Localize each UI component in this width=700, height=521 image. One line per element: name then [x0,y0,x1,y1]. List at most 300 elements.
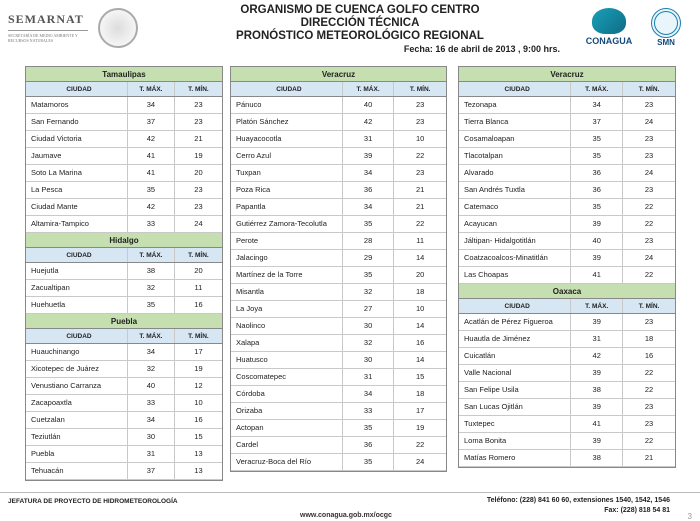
conagua-logo-text: CONAGUA [585,36,633,46]
table-row [459,131,675,148]
table-row [231,352,446,369]
header-city: CIUDAD [459,82,571,96]
table-row [26,412,222,429]
table-header [26,248,222,263]
tmax-value: 31 [571,331,623,347]
table-row [231,335,446,352]
table-row [26,280,222,297]
table-row [231,199,446,216]
city-name: Huauchinango [26,344,128,360]
tmin-value: 22 [644,270,654,279]
table-row [459,199,675,216]
tmin-value: 23 [194,100,203,109]
department-title: DIRECCIÓN TÉCNICA [300,17,420,29]
tmin-value: 17 [416,406,425,415]
table-row [459,182,675,199]
tmax-value: 42 [343,114,395,130]
table-row [459,216,675,233]
state-title: Hidalgo [26,233,222,248]
city-name: Cuetzalan [26,412,128,428]
table-row [26,344,222,361]
tmin-value: 19 [194,151,203,160]
table-header [231,82,446,97]
tmin-value: 10 [416,134,425,143]
city-name: Papantla [231,199,343,215]
tmax-value: 31 [343,131,395,147]
tmax-value: 34 [128,97,175,113]
table-row [26,182,222,199]
tmin-value: 16 [416,338,425,347]
tmin-value: 22 [644,219,654,228]
city-name: Córdoba [231,386,343,402]
tmin-value: 23 [644,185,654,194]
city-name: Matías Romero [459,450,571,466]
state-table-veracruz-south [459,67,675,284]
city-name: Tehuacán [26,463,128,479]
footer-contact [487,496,670,516]
tmin-value: 24 [644,168,654,177]
header-tmax: T. MÁX. [343,82,395,96]
city-name: Orizaba [231,403,343,419]
city-name: Huayacocotla [231,131,343,147]
semarnat-logo-subtext: SECRETARÍA DE MEDIO AMBIENTE Y RECURSOS NATURALES [8,30,88,43]
state-title: Tamaulipas [26,67,222,82]
tmin-value: 18 [644,334,654,343]
city-name: Huehuetla [26,297,128,313]
tmax-value: 40 [343,97,395,113]
tmin-value: 20 [416,270,425,279]
smn-logo [644,8,688,52]
tmax-value: 30 [343,352,395,368]
state-table-puebla [26,314,222,480]
tmin-value: 19 [194,364,203,373]
table-row [459,314,675,331]
tmax-value: 36 [343,182,395,198]
city-name: Tierra Blanca [459,114,571,130]
tmin-value: 20 [194,266,203,275]
conagua-logo [580,8,638,52]
city-name: Ciudad Mante [26,199,128,215]
tmax-value: 37 [128,114,175,130]
tmin-value: 10 [194,398,203,407]
header-city: CIUDAD [459,299,571,313]
table-row [231,233,446,250]
city-name: Actopan [231,420,343,436]
header-city: CIUDAD [26,82,128,96]
table-row [26,463,222,480]
tmin-value: 23 [644,402,654,411]
table-row [26,446,222,463]
table-row [459,114,675,131]
city-name: Jaumave [26,148,128,164]
tmin-value: 21 [644,453,654,462]
state-table-veracruz-north [231,67,446,471]
table-row [231,267,446,284]
tmax-value: 41 [571,267,623,283]
tmax-value: 29 [343,250,395,266]
table-row [26,429,222,446]
tmax-value: 30 [128,429,175,445]
tmin-value: 22 [644,202,654,211]
tmin-value: 22 [416,219,425,228]
city-name: Cuicatlán [459,348,571,364]
tmax-value: 38 [128,263,175,279]
table-header [26,329,222,344]
city-name: Acatlán de Pérez Figueroa [459,314,571,330]
tmax-value: 39 [571,250,623,266]
footer-department: JEFATURA DE PROYECTO DE HIDROMETEOROLOGÍA [8,498,178,505]
city-name: Valle Nacional [459,365,571,381]
table-row [26,395,222,412]
tmax-value: 39 [571,314,623,330]
tmin-value: 16 [194,415,203,424]
tmin-value: 22 [416,440,425,449]
report-title [150,4,570,56]
forecast-date: Fecha: 16 de abril de 2013 , 9:00 hrs. [403,44,560,54]
state-table-hidalgo [26,233,222,314]
table-row [459,450,675,467]
table-row [231,114,446,131]
city-name: Tuxtepec [459,416,571,432]
table-header [459,299,675,314]
tmin-value: 23 [644,236,654,245]
city-name: Naolinco [231,318,343,334]
city-name: Xicotepec de Juárez [26,361,128,377]
tmin-value: 24 [644,253,654,262]
header-tmin: T. MÍN. [188,252,209,259]
tmin-value: 24 [644,117,654,126]
table-header [26,82,222,97]
tmax-value: 34 [343,199,395,215]
tmax-value: 39 [571,365,623,381]
city-name: Tezonapa [459,97,571,113]
table-row [26,216,222,233]
city-name: Ciudad Victoria [26,131,128,147]
table-row [231,403,446,420]
organization-title: ORGANISMO DE CUENCA GOLFO CENTRO [240,4,480,16]
city-name: Cerro Azul [231,148,343,164]
city-name: Jáltipan- Hidalgotitlán [459,233,571,249]
tmax-value: 33 [128,395,175,411]
tmin-value: 14 [416,321,425,330]
header-tmax: T. MÁX. [571,299,623,313]
header-tmin: T. MÍN. [638,86,660,93]
tmax-value: 42 [128,131,175,147]
tmin-value: 22 [644,368,654,377]
tmin-value: 22 [644,436,654,445]
city-name: Gutiérrez Zamora-Tecolutla [231,216,343,232]
tmax-value: 39 [571,433,623,449]
header-tmin: T. MÍN. [638,303,660,310]
table-row [231,386,446,403]
tmax-value: 34 [571,97,623,113]
tmax-value: 33 [128,216,175,232]
city-name: La Pesca [26,182,128,198]
tmax-value: 42 [128,199,175,215]
tmax-value: 41 [128,165,175,181]
table-row [231,318,446,335]
city-name: Jalacingo [231,250,343,266]
tmax-value: 41 [128,148,175,164]
city-name: Tlacotalpan [459,148,571,164]
tmin-value: 23 [644,100,654,109]
tmax-value: 35 [571,131,623,147]
table-row [26,378,222,395]
city-name: Huatusco [231,352,343,368]
tmin-value: 16 [644,351,654,360]
tmin-value: 23 [416,100,425,109]
table-row [459,97,675,114]
tmin-value: 18 [416,389,425,398]
tmax-value: 38 [571,450,623,466]
tmax-value: 33 [343,403,395,419]
tmax-value: 35 [128,182,175,198]
tmax-value: 34 [343,165,395,181]
table-row [231,437,446,454]
city-name: Martínez de la Torre [231,267,343,283]
table-row [231,182,446,199]
city-name: Teziutlán [26,429,128,445]
tmin-value: 22 [416,151,425,160]
header-tmax: T. MÁX. [128,82,175,96]
table-row [26,199,222,216]
city-name: Huautla de Jiménez [459,331,571,347]
tmin-value: 17 [194,347,203,356]
city-name: San Lucas Ojitlán [459,399,571,415]
city-name: Puebla [26,446,128,462]
city-name: La Joya [231,301,343,317]
city-name: Misantla [231,284,343,300]
tmin-value: 21 [416,185,425,194]
tmax-value: 41 [571,416,623,432]
header-tmax: T. MÁX. [571,82,623,96]
tmax-value: 34 [128,412,175,428]
footer-phone: Teléfono: (228) 841 60 60, extensiones 1540, 1542, 1546 [486,497,670,504]
city-name: Matamoros [26,97,128,113]
city-name: Huejutla [26,263,128,279]
table-row [459,250,675,267]
state-title: Oaxaca [459,284,675,299]
table-row [231,284,446,301]
tmin-value: 23 [194,117,203,126]
tmin-value: 20 [194,168,203,177]
header-tmin: T. MÍN. [409,86,431,93]
tmax-value: 32 [343,284,395,300]
tmax-value: 40 [571,233,623,249]
state-title: Veracruz [459,67,675,82]
city-name: Coatzacoalcos-Minatitlán [459,250,571,266]
tmin-value: 10 [416,304,425,313]
city-name: San Felipe Usila [459,382,571,398]
table-row [26,97,222,114]
table-row [459,331,675,348]
table-row [459,365,675,382]
tmax-value: 39 [571,399,623,415]
tmin-value: 18 [416,287,425,296]
page-footer [0,492,700,521]
city-name: Acayucan [459,216,571,232]
tmax-value: 37 [128,463,175,479]
tmin-value: 24 [416,457,425,466]
table-row [26,131,222,148]
tmin-value: 23 [416,168,425,177]
tmin-value: 13 [194,466,203,475]
city-name: Veracruz-Boca del Río [231,454,343,470]
city-name: Pánuco [231,97,343,113]
tmax-value: 42 [571,348,623,364]
tmax-value: 35 [128,297,175,313]
tmax-value: 35 [571,199,623,215]
city-name: Venustiano Carranza [26,378,128,394]
table-row [231,420,446,437]
header-city: CIUDAD [26,248,128,262]
tmin-value: 23 [194,202,203,211]
table-row [26,148,222,165]
table-row [459,433,675,450]
semarnat-logo-text: SEMARNAT [8,12,84,26]
city-name: Perote [231,233,343,249]
tmax-value: 36 [343,437,395,453]
column-middle [230,66,447,472]
table-row [459,382,675,399]
tmax-value: 38 [571,382,623,398]
footer-url[interactable]: www.conagua.gob.mx/ocgc [300,512,392,519]
city-name: Zacualtipan [26,280,128,296]
state-table-tamaulipas [26,67,222,233]
tmin-value: 23 [416,117,425,126]
state-title: Veracruz [231,67,446,82]
tmin-value: 19 [416,423,425,432]
tmax-value: 37 [571,114,623,130]
tmax-value: 35 [571,148,623,164]
tmin-value: 15 [416,372,425,381]
coat-of-arms-icon [98,8,138,48]
city-name: Cosamaloapan [459,131,571,147]
tmin-value: 12 [194,381,203,390]
tmin-value: 23 [644,134,654,143]
table-header [459,82,675,97]
city-name: Las Choapas [459,267,571,283]
city-name: Platón Sánchez [231,114,343,130]
tmax-value: 30 [343,318,395,334]
tmax-value: 35 [343,216,395,232]
smn-logo-text: SMN [657,38,675,47]
city-name: Cardel [231,437,343,453]
tmax-value: 39 [571,216,623,232]
table-row [459,348,675,365]
table-row [231,165,446,182]
tmin-value: 23 [644,151,654,160]
tmin-value: 11 [416,236,425,245]
table-row [26,297,222,314]
conagua-logo-icon [592,8,626,34]
tmax-value: 39 [343,148,395,164]
city-name: Poza Rica [231,182,343,198]
tmax-value: 34 [343,386,395,402]
header-tmin: T. MÍN. [188,86,209,93]
state-table-oaxaca [459,284,675,467]
tmin-value: 14 [416,253,425,262]
tmax-value: 35 [343,454,395,470]
tmax-value: 36 [571,182,623,198]
city-name: Altamira-Tampico [26,216,128,232]
city-name: Coscomatepec [231,369,343,385]
tmin-value: 16 [194,300,203,309]
column-right [458,66,676,468]
footer-fax: Fax: (228) 818 54 81 [604,507,670,514]
semarnat-logo [8,12,88,43]
page-header [0,0,700,58]
table-row [231,216,446,233]
table-row [26,263,222,280]
table-row [231,369,446,386]
city-name: Loma Bonita [459,433,571,449]
table-row [231,250,446,267]
forecast-title: PRONÓSTICO METEOROLÓGICO REGIONAL [236,30,484,42]
table-row [459,399,675,416]
table-row [26,361,222,378]
city-name: Xalapa [231,335,343,351]
city-name: Soto La Marina [26,165,128,181]
page-number: 3 [687,512,692,521]
header-city: CIUDAD [26,329,128,343]
tmin-value: 23 [644,317,654,326]
tmin-value: 21 [194,134,203,143]
city-name: Tuxpan [231,165,343,181]
tmax-value: 32 [343,335,395,351]
tmin-value: 21 [416,202,425,211]
tmin-value: 13 [194,449,203,458]
tmax-value: 28 [343,233,395,249]
header-city: CIUDAD [231,82,343,96]
tmax-value: 31 [128,446,175,462]
table-row [459,267,675,284]
header-tmax: T. MÁX. [128,248,175,262]
tmax-value: 32 [128,361,175,377]
tmin-value: 11 [194,283,203,292]
tmax-value: 35 [343,267,395,283]
table-row [26,165,222,182]
tmax-value: 40 [128,378,175,394]
tmin-value: 23 [194,185,203,194]
city-name: San Fernando [26,114,128,130]
tmax-value: 27 [343,301,395,317]
header-tmin: T. MÍN. [188,333,209,340]
tmax-value: 34 [128,344,175,360]
tmin-value: 14 [416,355,425,364]
tmin-value: 23 [644,419,654,428]
table-row [231,148,446,165]
tmax-value: 32 [128,280,175,296]
table-row [231,131,446,148]
table-row [459,148,675,165]
tmax-value: 36 [571,165,623,181]
tmin-value: 15 [194,432,203,441]
column-left [25,66,223,481]
table-row [459,165,675,182]
tmin-value: 24 [194,219,203,228]
city-name: Zacapoaxtla [26,395,128,411]
smn-logo-icon [651,8,681,38]
table-row [231,97,446,114]
city-name: San Andrés Tuxtla [459,182,571,198]
table-row [26,114,222,131]
table-row [231,454,446,471]
header-tmax: T. MÁX. [128,329,175,343]
city-name: Catemaco [459,199,571,215]
tmax-value: 31 [343,369,395,385]
city-name: Alvarado [459,165,571,181]
